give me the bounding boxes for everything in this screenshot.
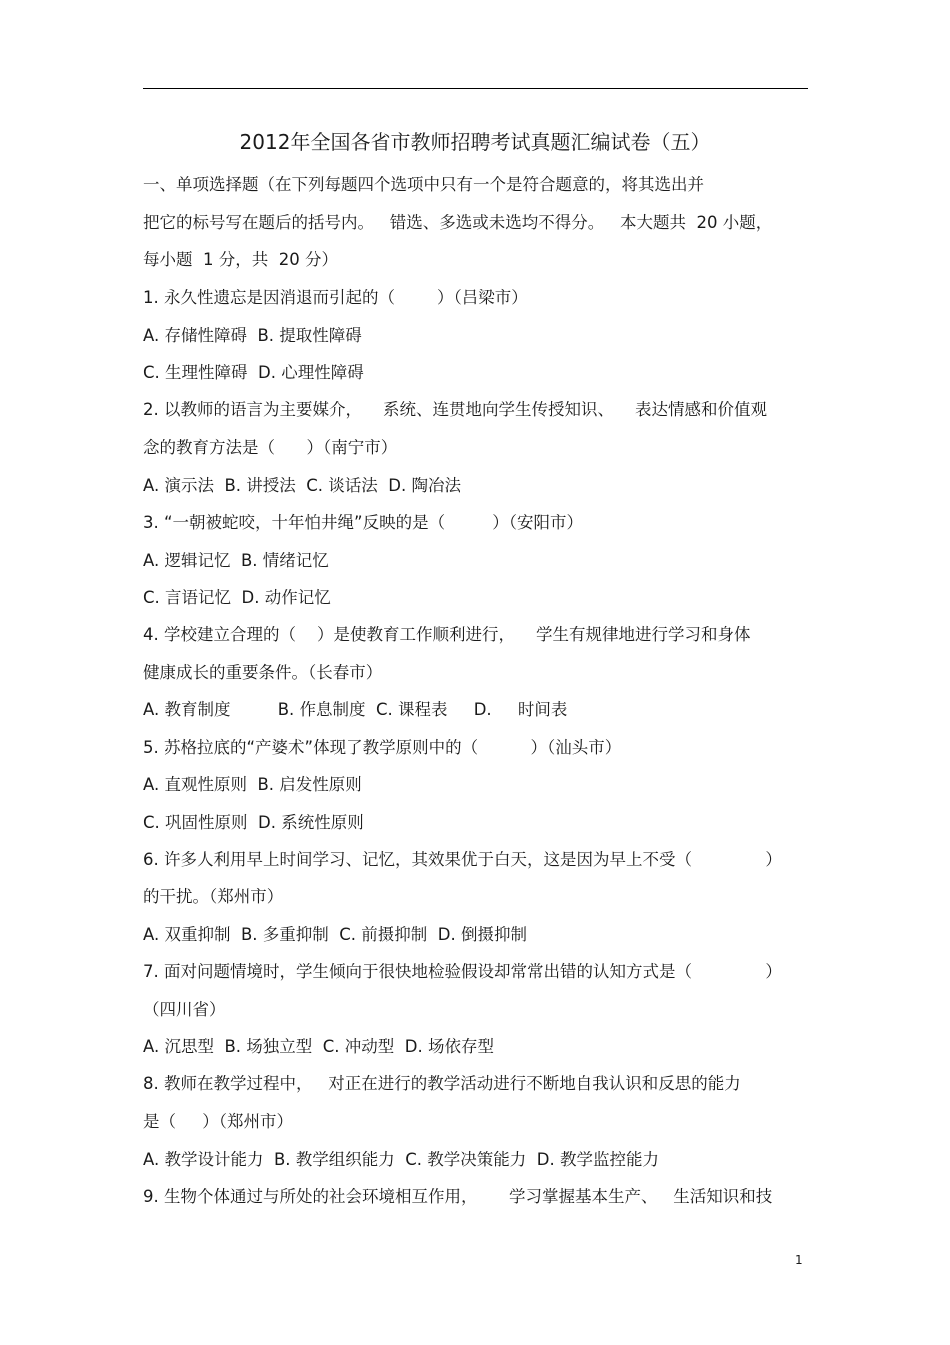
text-line: 1. 永久性遗忘是因消退而引起的（ ）（吕梁市） [143,288,528,307]
text-line: 每小题 1 分，共 20 分） [143,250,338,269]
text-line: 一、单项选择题（在下列每题四个选项中只有一个是符合题意的，将其选出并 [143,175,704,194]
text-line: A. 逻辑记忆 B. 情绪记忆 [143,551,329,570]
text-line: 2. 以教师的语言为主要媒介， 系统、连贯地向学生传授知识、 表达情感和价值观 [143,400,767,419]
text-line: C. 言语记忆 D. 动作记忆 [143,588,331,607]
header-rule [143,88,808,89]
text-line: 5. 苏格拉底的“产婆术”体现了教学原则中的（ ）（汕头市） [143,738,622,757]
text-line: 8. 教师在教学过程中， 对正在进行的教学活动进行不断地自我认识和反思的能力 [143,1074,741,1093]
text-line: 3. “一朝被蛇咬，十年怕井绳”反映的是（ ）（安阳市） [143,513,584,532]
text-line: 4. 学校建立合理的（ ）是使教育工作顺利进行， 学生有规律地进行学习和身体 [143,625,751,644]
text-line: C. 生理性障碍 D. 心理性障碍 [143,363,364,382]
text-line: A. 教学设计能力 B. 教学组织能力 C. 教学决策能力 D. 教学监控能力 [143,1150,659,1169]
text-line: A. 双重抑制 B. 多重抑制 C. 前摄抑制 D. 倒摄抑制 [143,925,527,944]
text-line: 健康成长的重要条件。（长春市） [143,663,383,682]
document-title: 2012年全国各省市教师招聘考试真题汇编试卷（五） [239,130,711,154]
text-line: 6. 许多人利用早上时间学习、记忆，其效果优于白天，这是因为早上不受（ ） [143,850,782,869]
text-line: 的干扰。（郑州市） [143,887,284,906]
text-line: C. 巩固性原则 D. 系统性原则 [143,813,364,832]
text-line: A. 教育制度 B. 作息制度 C. 课程表 D. 时间表 [143,700,568,719]
text-line: 7. 面对问题情境时，学生倾向于很快地检验假设却常常出错的认知方式是（ ） [143,962,782,981]
text-line: A. 直观性原则 B. 启发性原则 [143,775,362,794]
text-line: A. 沉思型 B. 场独立型 C. 冲动型 D. 场依存型 [143,1037,494,1056]
text-line: 是（ ）（郑州市） [143,1112,293,1131]
text-line: （四川省） [143,1000,226,1019]
text-line: 把它的标号写在题后的括号内。 错选、多选或未选均不得分。 本大题共 20 小题， [143,213,773,232]
text-line: 念的教育方法是（ ）（南宁市） [143,438,398,457]
text-line: 9. 生物个体通过与所处的社会环境相互作用， 学习掌握基本生产、 生活知识和技 [143,1187,773,1206]
page-number: 1 [795,1253,803,1267]
text-line: A. 演示法 B. 讲授法 C. 谈话法 D. 陶冶法 [143,476,461,495]
text-line: A. 存储性障碍 B. 提取性障碍 [143,326,362,345]
